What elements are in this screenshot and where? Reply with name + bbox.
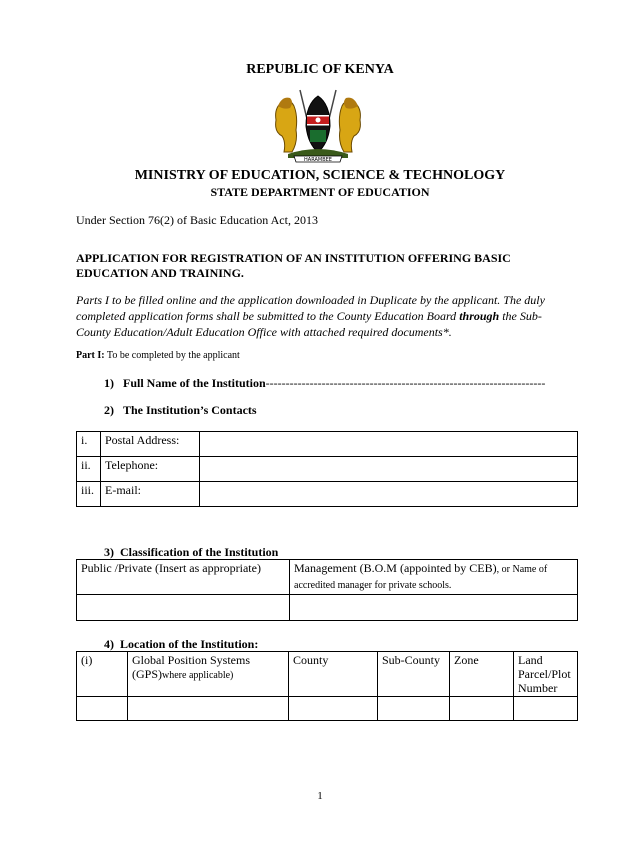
form-title-line2: EDUCATION AND TRAINING. xyxy=(76,266,244,280)
form-title xyxy=(76,251,511,281)
row-number: iii. xyxy=(77,482,101,507)
ministry-heading: MINISTRY OF EDUCATION, SCIENCE & TECHNOLOGY xyxy=(134,168,506,183)
section2-number: 2) xyxy=(104,403,114,417)
management-field[interactable] xyxy=(290,595,578,621)
part1-note xyxy=(76,350,240,361)
land-parcel-header xyxy=(514,652,578,697)
telephone-field[interactable] xyxy=(200,457,578,482)
telephone-label: Telephone: xyxy=(101,457,200,482)
postal-address-field[interactable] xyxy=(200,432,578,457)
gps-header-abbrev: (GPS) xyxy=(132,667,163,681)
classification-table xyxy=(76,559,578,621)
section3-heading xyxy=(104,545,278,560)
land-header-line2: Parcel/Plot xyxy=(518,667,571,681)
motto-text: HARAMBEE xyxy=(304,157,332,163)
coat-of-arms-emblem xyxy=(270,86,366,164)
location-header-row xyxy=(77,652,578,697)
part1-label: Part I: xyxy=(76,350,105,361)
gps-field[interactable] xyxy=(128,697,289,721)
department-heading: STATE DEPARTMENT OF EDUCATION xyxy=(210,185,430,199)
classification-input-row xyxy=(77,595,578,621)
instructions-line1: Parts I to be filled online and the application downloaded in Duplicate by the applicant. The duly xyxy=(76,293,545,307)
section3-title: Classification of the Institution xyxy=(120,545,279,559)
section1-heading xyxy=(104,376,545,391)
section2-title: The Institution’s Contacts xyxy=(123,403,257,417)
instructions-line3: County Education/Adult Education Office with attached required documents*. xyxy=(76,325,452,339)
section1-fill-line[interactable]: ---------------------------------------------------------------------- xyxy=(265,376,546,390)
zone-header: Zone xyxy=(450,652,514,697)
location-table xyxy=(76,651,578,721)
section4-number: 4) xyxy=(104,637,114,651)
management-header-note: , or Name of xyxy=(496,564,548,575)
public-private-field[interactable] xyxy=(77,595,290,621)
location-number-field[interactable] xyxy=(77,697,128,721)
section4-colon: : xyxy=(254,637,259,651)
email-label: E-mail: xyxy=(101,482,200,507)
land-header-line1: Land xyxy=(518,653,543,667)
email-field[interactable] xyxy=(200,482,578,507)
section4-title: Location of the Institution xyxy=(120,637,255,651)
contacts-table xyxy=(76,431,578,507)
instructions-through-emphasis: through xyxy=(459,309,500,323)
location-input-row xyxy=(77,697,578,721)
legal-reference: Under Section 76(2) of Basic Education Act, 2013 xyxy=(76,213,318,227)
instructions-line2-end: the Sub- xyxy=(499,309,542,323)
gps-header xyxy=(128,652,289,697)
management-header xyxy=(290,560,578,595)
postal-address-label: Postal Address: xyxy=(101,432,200,457)
page-number: 1 xyxy=(317,790,323,802)
subcounty-field[interactable] xyxy=(378,697,450,721)
land-header-line3: Number xyxy=(518,681,558,695)
contacts-row-telephone xyxy=(77,457,578,482)
county-header: County xyxy=(289,652,378,697)
section2-heading xyxy=(104,403,257,418)
instructions-line2-text: completed application forms shall be submitted to the County Education Board xyxy=(76,309,460,323)
section1-title: Full Name of the Institution xyxy=(123,376,266,390)
public-private-header: Public /Private (Insert as appropriate) xyxy=(77,560,290,595)
subcounty-header: Sub-County xyxy=(378,652,450,697)
section1-number: 1) xyxy=(104,376,114,390)
land-parcel-field[interactable] xyxy=(514,697,578,721)
gps-header-note: where applicable) xyxy=(162,670,234,681)
contacts-row-email xyxy=(77,482,578,507)
form-title-line1: APPLICATION FOR REGISTRATION OF AN INSTITUTION OFFERING BASIC xyxy=(76,251,511,265)
row-number: i. xyxy=(77,432,101,457)
county-field[interactable] xyxy=(289,697,378,721)
classification-header-row xyxy=(77,560,578,595)
zone-field[interactable] xyxy=(450,697,514,721)
management-header-note2: accredited manager for private schools. xyxy=(294,580,452,591)
republic-heading: REPUBLIC OF KENYA xyxy=(246,62,394,77)
gps-header-line1: Global Position Systems xyxy=(132,653,251,667)
part1-text: To be completed by the applicant xyxy=(104,350,240,361)
contacts-row-postal xyxy=(77,432,578,457)
section4-heading xyxy=(104,637,258,652)
row-number: ii. xyxy=(77,457,101,482)
instructions-paragraph xyxy=(76,292,576,340)
management-header-main: Management (B.O.M (appointed by CEB) xyxy=(294,561,497,575)
section3-number: 3) xyxy=(104,545,114,559)
instructions-line2 xyxy=(76,308,576,324)
location-row-number: (i) xyxy=(77,652,128,697)
